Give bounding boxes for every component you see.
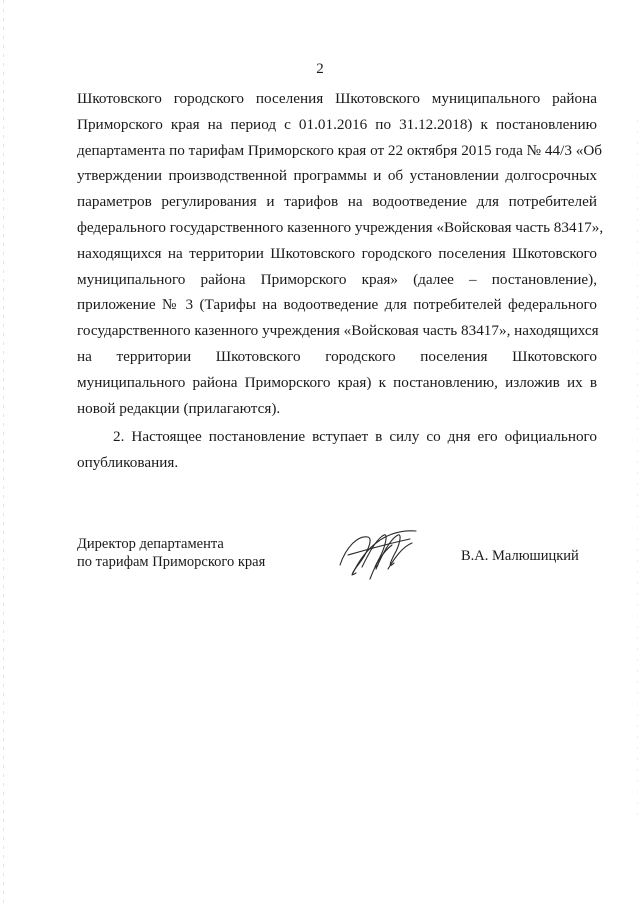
scan-edge-right [637,120,638,820]
paragraph-2 [77,424,597,476]
scan-edge-left [3,0,4,905]
signer-name: В.А. Малюшицкий [461,548,579,564]
text-line: федерального государственного казенного учреждения «Войсковая часть 83417», [77,218,604,236]
text-line: параметров регулирования и тарифов на водоотведение для потребителей [77,193,597,211]
text-line: новой редакции (прилагаются). [77,399,281,417]
page-number: 2 [316,61,324,77]
signature-block [77,535,597,595]
text-line: на территории Шкотовского городского поселения Шкотовского [77,347,597,365]
text-line: 2. Настоящее постановление вступает в силу со дня его официального [113,428,597,446]
text-line: департамента по тарифам Приморского края от 22 октября 2015 года № 44/3 «Об [77,141,603,159]
signer-title-line: по тарифам Приморского края [77,554,266,570]
text-line: муниципального района Приморского края» (далее – постановление), [77,270,597,288]
signer-title-line: Директор департамента [77,536,224,552]
paragraph-1 [77,86,604,421]
text-line: Шкотовского городского поселения Шкотовского муниципального района [77,90,597,107]
text-line: муниципального района Приморского края) к постановлению, изложив их в [77,373,597,391]
body-text [77,86,604,476]
text-line: утверждении производственной программы и об установлении долгосрочных [77,167,597,185]
text-line: опубликования. [77,454,179,472]
text-line: приложение № 3 (Тарифы на водоотведение для потребителей федерального [77,296,597,314]
signer-title [77,535,337,571]
text-line: Приморского края на период с 01.01.2016 по 31.12.2018) к постановлению [77,115,597,133]
handwritten-signature [332,525,422,587]
text-line: государственного казенного учреждения «Войсковая часть 83417», находящихся [77,322,599,340]
text-line: находящихся на территории Шкотовского городского поселения Шкотовского [77,244,597,262]
